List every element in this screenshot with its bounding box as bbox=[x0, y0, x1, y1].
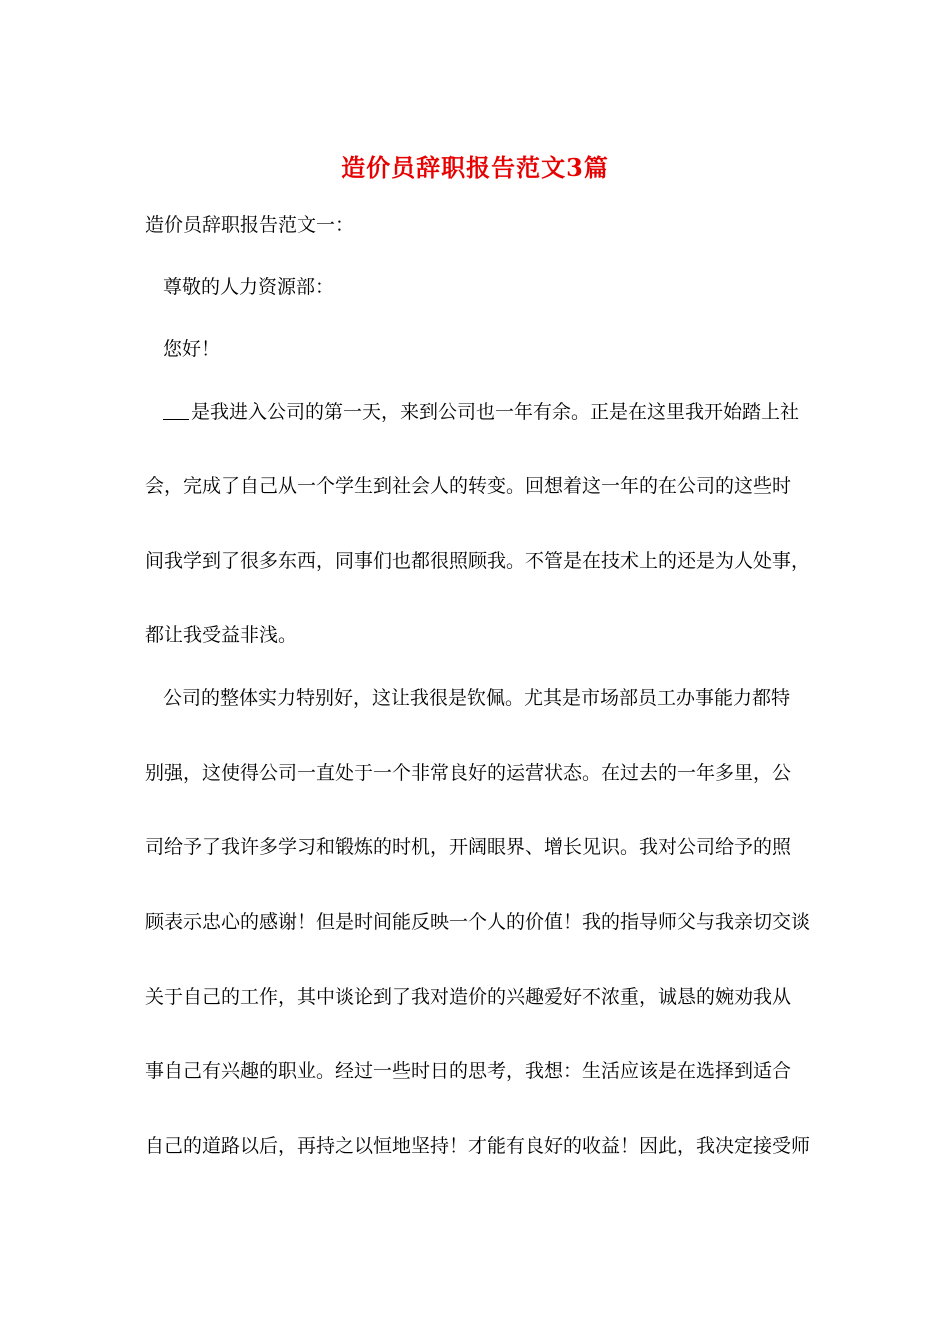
document-title: 造价员辞职报告范文3篇 bbox=[341, 153, 609, 182]
paragraph-line: 都让我受益非浅。 bbox=[145, 624, 298, 646]
date-blank-underline bbox=[163, 401, 189, 420]
paragraph-line: 自己的道路以后，再持之以恒地坚持！才能有良好的收益！因此，我决定接受师 bbox=[145, 1135, 811, 1157]
paragraph-line: 司给予了我许多学习和锻炼的时机，开阔眼界、增长见识。我对公司给予的照 bbox=[145, 836, 792, 858]
paragraph-line: 公司的整体实力特别好，这让我很是钦佩。尤其是市场部员工办事能力都特 bbox=[163, 687, 791, 709]
paragraph-line: 别强，这使得公司一直处于一个非常良好的运营状态。在过去的一年多里，公 bbox=[145, 762, 792, 784]
section-heading: 造价员辞职报告范文一： bbox=[145, 214, 355, 236]
paragraph-line-text: 是我进入公司的第一天，来到公司也一年有余。正是在这里我开始踏上社 bbox=[191, 401, 800, 423]
paragraph-line: 会，完成了自己从一个学生到社会人的转变。回想着这一年的在公司的这些时 bbox=[145, 475, 792, 497]
salutation: 尊敬的人力资源部： bbox=[163, 276, 335, 298]
paragraph-line: 顾表示忠心的感谢！但是时间能反映一个人的价值！我的指导师父与我亲切交谈 bbox=[145, 911, 811, 933]
paragraph-line: 事自己有兴趣的职业。经过一些时日的思考，我想：生活应该是在选择到适合 bbox=[145, 1060, 792, 1082]
paragraph-line: 关于自己的工作，其中谈论到了我对造价的兴趣爱好不浓重，诚恳的婉劝我从 bbox=[145, 986, 792, 1008]
paragraph-line bbox=[163, 399, 813, 425]
paragraph-line: 间我学到了很多东西，同事们也都很照顾我。不管是在技术上的还是为人处事， bbox=[145, 550, 811, 572]
greeting: 您好！ bbox=[163, 338, 221, 360]
